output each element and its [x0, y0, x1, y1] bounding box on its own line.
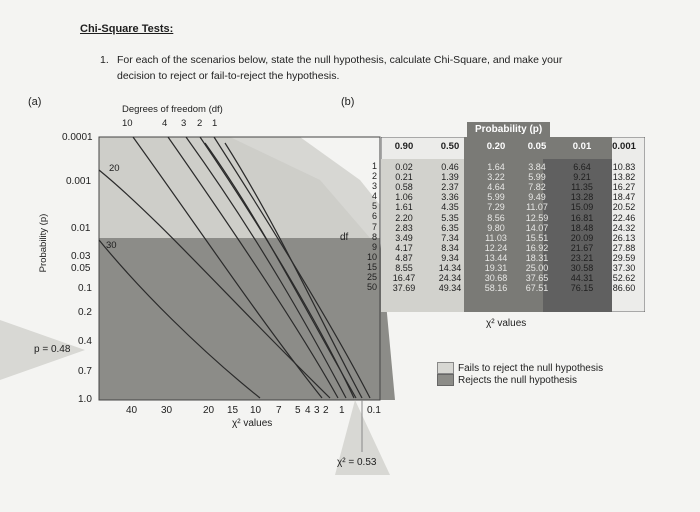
table-cell: 44.31: [570, 273, 594, 284]
table-cell: 18.47: [612, 192, 636, 203]
table-cell: 4.17: [395, 242, 413, 253]
x-tick-20: 20: [203, 405, 215, 416]
table-cell: 12.24: [484, 242, 508, 253]
table-cell: 6.64: [573, 162, 591, 172]
df-title: Degrees of freedom (df): [122, 104, 223, 115]
df-value: 9: [371, 241, 377, 252]
df-label-3: 3: [181, 118, 187, 129]
table-cell: 9.49: [528, 192, 546, 203]
table-cell: 10.83: [612, 162, 636, 172]
table-cell: 37.69: [392, 283, 416, 294]
table-cell: 11.07: [526, 202, 548, 213]
df-column: [359, 161, 377, 292]
table-cell: 16.92: [525, 242, 549, 253]
y-tick-1.0: 1.0: [78, 394, 92, 405]
table-cell: 18.48: [570, 222, 594, 233]
table-cell: 4.35: [441, 202, 459, 213]
x-tick-4: 4: [305, 405, 311, 416]
table-cell: 0.02: [395, 162, 413, 172]
table-cell: 0.21: [395, 172, 413, 183]
table-cell: 30.68: [484, 273, 508, 284]
table-cell: 4.64: [487, 182, 505, 193]
table-cell: 3.22: [487, 172, 505, 183]
table-cell: 8.34: [441, 242, 459, 253]
table-cell: 8.56: [487, 212, 505, 223]
df-value: 50: [366, 282, 377, 293]
df-label-1: 1: [212, 118, 218, 129]
df-inner-30: 30: [106, 240, 117, 251]
df-value: 2: [371, 171, 377, 182]
table-cell: 5.99: [487, 192, 505, 203]
table-cell: 76.15: [570, 283, 594, 294]
table-cell: 14.34: [438, 263, 462, 273]
y-tick-0.0001: 0.0001: [62, 132, 93, 143]
table-cell: 86.60: [612, 283, 636, 294]
table-cell: 15.09: [570, 202, 594, 213]
y-tick-0.05: 0.05: [71, 263, 91, 274]
table-cell: 14.07: [525, 222, 549, 233]
table-cell: 25.00: [525, 263, 549, 273]
table-cell: 9.80: [487, 222, 505, 233]
table-cell: 7.82: [528, 182, 546, 193]
x-tick-0.1: 0.1: [367, 405, 381, 416]
table-cell: 22.46: [612, 212, 636, 223]
question-line-2: decision to reject or fail-to-reject the hypothesis.: [117, 70, 340, 82]
legend-reject-label: Rejects the null hypothesis: [458, 374, 577, 386]
table-cell: 29.59: [612, 252, 636, 263]
df-value: 6: [371, 211, 377, 222]
df-value: 5: [371, 201, 377, 212]
section-title: Chi-Square Tests:: [80, 23, 174, 35]
x-tick-3: 3: [314, 405, 320, 416]
legend: [437, 362, 603, 386]
legend-fail-row: [437, 362, 603, 374]
table-cell: 16.47: [392, 273, 416, 284]
x-tick-5: 5: [295, 405, 301, 416]
panel-b-label: (b): [341, 96, 355, 108]
y-tick-0.4: 0.4: [78, 336, 92, 347]
table-cell: 9.21: [573, 172, 591, 183]
x-tick-40: 40: [126, 405, 138, 416]
table-cell: 19.31: [484, 263, 508, 273]
p-marker-label: p = 0.48: [34, 344, 71, 355]
table-cell: 5.99: [528, 172, 546, 183]
df-inner-20: 20: [109, 163, 120, 174]
table-cell: 1.39: [441, 172, 459, 183]
table-cell: 1.64: [487, 162, 505, 172]
table-cell: 49.34: [438, 283, 462, 294]
table-cell: 6.35: [441, 222, 459, 233]
df-label-10: 10: [122, 118, 133, 129]
table-cell: 0.46: [441, 162, 459, 172]
table-cell: 1.61: [395, 202, 413, 213]
table-cell: 24.34: [438, 273, 462, 284]
table-cell: 9.34: [441, 252, 459, 263]
table-cell: 12.59: [525, 212, 549, 223]
table-header-0.20: 0.20: [486, 141, 506, 152]
df-value: 8: [371, 231, 377, 242]
x-axis-title: χ² values: [232, 418, 273, 429]
table-cell: 2.37: [441, 182, 459, 193]
table-cell: 20.09: [570, 232, 594, 243]
table-header-0.01: 0.01: [572, 141, 592, 152]
x-tick-2: 2: [323, 405, 329, 416]
table-cell: 16.27: [612, 182, 636, 193]
df-value: 1: [371, 161, 377, 171]
table-cell: 5.35: [441, 212, 459, 223]
df-value: 7: [371, 221, 377, 232]
table-cell: 13.82: [612, 172, 636, 183]
table-cell: 20.52: [612, 202, 636, 213]
df-label-2: 2: [197, 118, 203, 129]
table-cell: 26.13: [612, 232, 636, 243]
table-cell: 1.06: [395, 192, 413, 203]
table-cell: 18.31: [525, 252, 549, 263]
table-cell: 3.49: [395, 232, 413, 243]
table-cell: 7.29: [487, 202, 505, 213]
table-cell: 0.58: [395, 182, 413, 193]
question-line-1: For each of the scenarios below, state the null hypothesis, calculate Chi-Square, and make your: [117, 54, 563, 66]
y-axis-title: Probability (p): [38, 213, 49, 273]
table-cell: 58.16: [484, 283, 508, 294]
table-df-label: df: [340, 232, 349, 243]
table-cell: 24.32: [612, 222, 636, 233]
x-tick-15: 15: [227, 405, 239, 416]
df-value: 25: [366, 272, 377, 283]
table-cell: 2.83: [395, 222, 413, 233]
table-cell: 37.65: [525, 273, 549, 284]
table-cell: 37.30: [612, 263, 636, 273]
y-tick-0.7: 0.7: [78, 366, 92, 377]
df-value: 3: [371, 181, 377, 192]
df-label-4: 4: [162, 118, 168, 129]
table-cell: 13.44: [484, 252, 508, 263]
table-header-0.90: 0.90: [394, 141, 414, 152]
table-cell: 8.55: [395, 263, 413, 273]
table-cell: 7.34: [441, 232, 459, 243]
table-cell: 2.20: [395, 212, 413, 223]
table-cell: 11.03: [485, 232, 507, 243]
table-cell: 15.51: [525, 232, 549, 243]
y-tick-0.001: 0.001: [66, 176, 92, 187]
legend-reject-swatch: [437, 374, 454, 386]
table-header-0.001: 0.001: [612, 141, 636, 152]
legend-fail-label: Fails to reject the null hypothesis: [458, 362, 604, 374]
y-tick-0.1: 0.1: [78, 283, 92, 294]
table-cell: 67.51: [525, 283, 549, 294]
table-cell: 11.35: [571, 182, 593, 193]
df-value: 10: [366, 251, 377, 262]
table-cell: 52.62: [612, 273, 636, 284]
x-tick-30: 30: [161, 405, 173, 416]
table-header-0.05: 0.05: [527, 141, 547, 152]
table-cell: 23.21: [570, 252, 594, 263]
question-number: 1.: [100, 54, 109, 66]
chi-marker-label: χ² = 0.53: [337, 457, 377, 468]
df-value: 4: [371, 191, 377, 202]
table-cell: 4.87: [395, 252, 413, 263]
legend-fail-swatch: [437, 362, 454, 374]
table-x-label: χ² values: [486, 318, 527, 329]
x-tick-10: 10: [250, 405, 262, 416]
panel-a-label: (a): [28, 96, 42, 108]
y-tick-0.01: 0.01: [71, 223, 91, 234]
table-cell: 27.88: [612, 242, 636, 253]
df-value: 15: [366, 261, 377, 272]
table-cell: 3.84: [528, 162, 546, 172]
table-cell: 21.67: [570, 242, 594, 253]
table-cell: 13.28: [570, 192, 594, 203]
table-cell: 30.58: [570, 263, 594, 273]
table-title: Probability (p): [467, 122, 550, 137]
y-tick-0.2: 0.2: [78, 307, 92, 318]
y-tick-0.03: 0.03: [71, 251, 91, 262]
table-header-0.50: 0.50: [440, 141, 460, 152]
table-cell: 3.36: [441, 192, 459, 203]
x-tick-7: 7: [276, 405, 282, 416]
x-tick-1: 1: [339, 405, 345, 416]
table-cell: 16.81: [570, 212, 594, 223]
legend-reject-row: [437, 374, 603, 386]
